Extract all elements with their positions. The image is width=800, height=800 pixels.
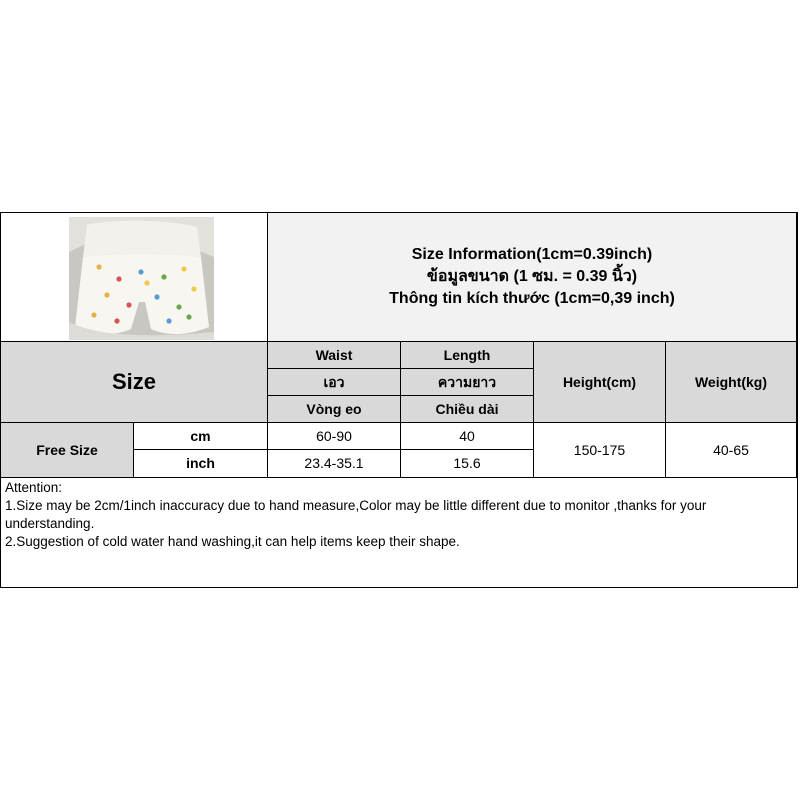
polka-dot [166, 318, 171, 323]
title-english: Size Information(1cm=0.39inch) [411, 246, 653, 263]
polka-dot [126, 302, 131, 307]
polka-dot [91, 312, 96, 317]
polka-dot [176, 304, 181, 309]
polka-dot [96, 264, 101, 269]
size-header: Size [1, 342, 268, 423]
weight-header: Weight(kg) [666, 342, 797, 423]
length-header-th: ความยาว [401, 369, 534, 396]
size-chart [0, 212, 798, 588]
waist-header-en: Waist [268, 342, 401, 369]
height-header: Height(cm) [534, 342, 666, 423]
unit-inch: inch [134, 450, 268, 478]
waist-inch-value: 23.4-35.1 [268, 450, 401, 478]
polka-dot [138, 269, 143, 274]
waist-cm-value: 60-90 [268, 423, 401, 450]
note-item: 2.Suggestion of cold water hand washing,it can help items keep their shape. [5, 534, 460, 549]
polka-dot [186, 314, 191, 319]
polka-dot [104, 292, 109, 297]
waist-header-th: เอว [268, 369, 401, 396]
product-photo-cell [1, 213, 268, 342]
polka-dot [144, 280, 149, 285]
unit-cm: cm [134, 423, 268, 450]
polka-dot [116, 276, 121, 281]
length-header-vi: Chiều dài [401, 396, 534, 423]
polka-dot [114, 318, 119, 323]
title-thai: ข้อมูลขนาด (1 ซม. = 0.39 นิ้ว) [426, 268, 638, 285]
polka-dot [191, 286, 196, 291]
note-item: 1.Size may be 2cm/1inch inaccuracy due to hand measure,Color may be little different due to monitor ,thanks for your understanding. [5, 498, 707, 531]
polka-dot [161, 274, 166, 279]
height-value: 150-175 [534, 423, 666, 478]
shorts-product-photo [69, 217, 214, 340]
length-cm-value: 40 [401, 423, 534, 450]
attention-notes [1, 478, 797, 587]
polka-dot [181, 266, 186, 271]
title-vietnamese: Thông tin kích thước (1cm=0,39 inch) [389, 290, 675, 307]
polka-dot [154, 294, 159, 299]
length-header-en: Length [401, 342, 534, 369]
notes-heading: Attention: [5, 480, 63, 495]
weight-value: 40-65 [666, 423, 797, 478]
size-information-title [268, 213, 797, 342]
waist-header-vi: Vòng eo [268, 396, 401, 423]
free-size-label: Free Size [1, 423, 134, 478]
length-inch-value: 15.6 [401, 450, 534, 478]
